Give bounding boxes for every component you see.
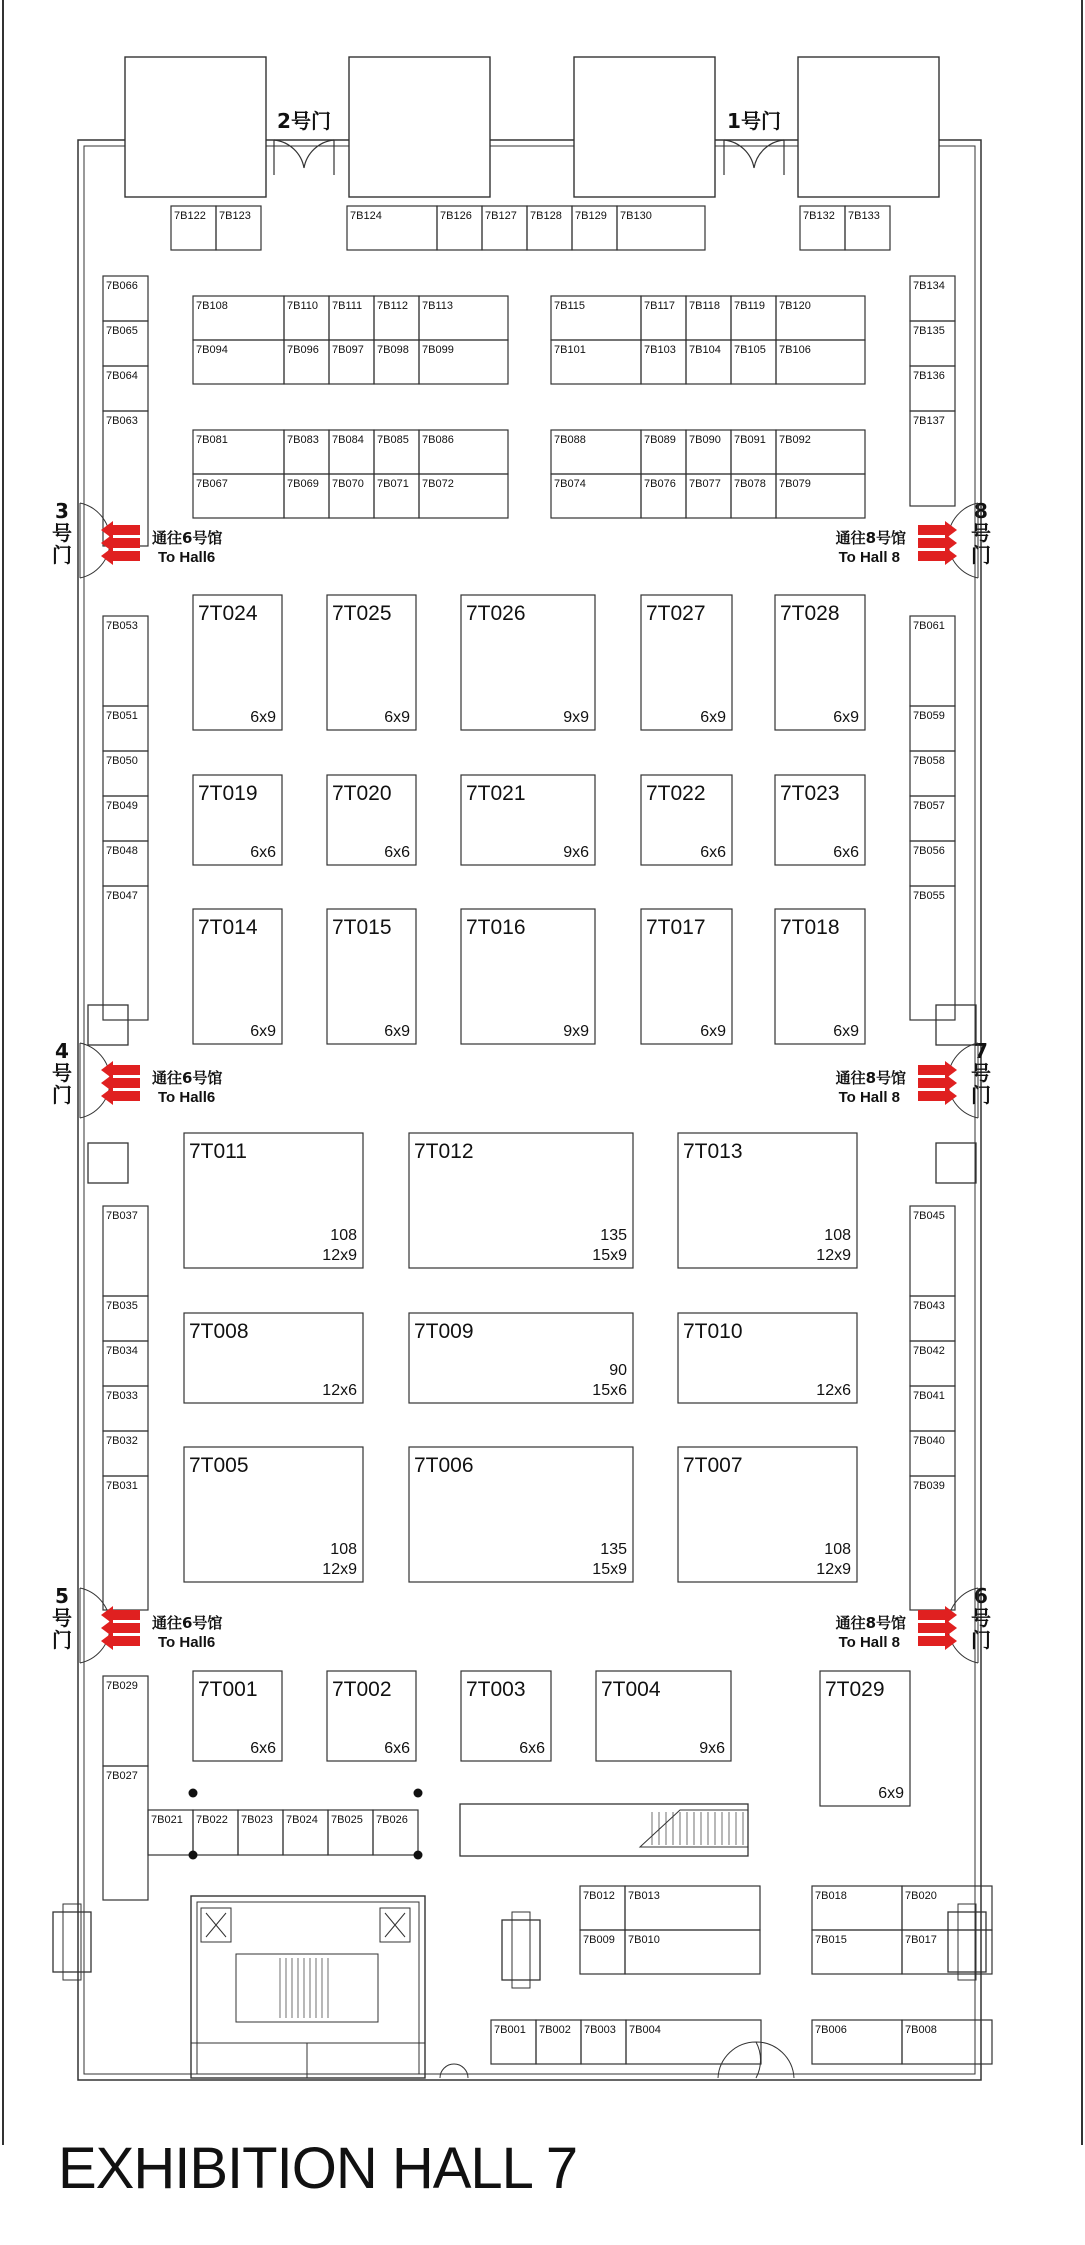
booth-label: 7B134 <box>913 280 945 292</box>
gate-label: 3 <box>55 499 69 523</box>
booth-7b039[interactable] <box>910 1476 955 1610</box>
booth-label: 7T023 <box>780 782 840 805</box>
booth-label: 7B035 <box>106 1300 138 1312</box>
escalator-area <box>460 1804 748 1856</box>
pillar-dot <box>189 1789 198 1798</box>
booth-label: 7B077 <box>689 478 721 490</box>
booth-label: 7T025 <box>332 602 392 625</box>
booth-label: 7T015 <box>332 916 392 939</box>
booth-label: 7B012 <box>583 1890 615 1902</box>
red-arrow-icon <box>918 547 957 565</box>
entrance-pavilion <box>798 57 939 197</box>
passage-label: To Hall 8 <box>838 1634 900 1651</box>
booth-label: 7B067 <box>196 478 228 490</box>
booth-label: 7B037 <box>106 1210 138 1222</box>
booth-label: 7B097 <box>332 344 364 356</box>
booth-label: 7B024 <box>286 1814 318 1826</box>
gate-label: 门 <box>971 543 991 567</box>
booth-label: 7B094 <box>196 344 228 356</box>
booth-label: 7B106 <box>779 344 811 356</box>
booth-label: 7B099 <box>422 344 454 356</box>
red-arrow-icon <box>101 1619 140 1637</box>
booth-label: 7B119 <box>734 300 765 312</box>
booth-size: 6x9 <box>250 709 276 726</box>
booth-label: 7B022 <box>196 1814 228 1826</box>
booth-label: 7B092 <box>779 434 811 446</box>
booth-label: 7B009 <box>583 1934 615 1946</box>
exit-porch-inner <box>958 1904 976 1980</box>
booth-label: 7T011 <box>189 1140 247 1163</box>
gate-label: 门 <box>52 1628 72 1652</box>
pillar-dot <box>414 1789 423 1798</box>
booth-label: 7B010 <box>628 1934 660 1946</box>
booth-label: 7B001 <box>494 2024 526 2036</box>
booth-label: 7B061 <box>913 620 945 632</box>
elevator-box <box>936 1143 976 1183</box>
booth-label: 7T018 <box>780 916 840 939</box>
booth-size: 6x9 <box>833 709 859 726</box>
booth-label: 7B089 <box>644 434 676 446</box>
booth-label: 7B065 <box>106 325 138 337</box>
booth-size: 15x6 <box>592 1382 627 1399</box>
booth-label: 7B027 <box>106 1770 138 1782</box>
booth-label: 7B135 <box>913 325 945 337</box>
booth-size: 6x9 <box>384 709 410 726</box>
booth-label: 7B069 <box>287 478 319 490</box>
booth-label: 7B064 <box>106 370 138 382</box>
booth-label: 7B072 <box>422 478 454 490</box>
booth-label: 7T002 <box>332 1678 392 1701</box>
booth-label: 7T008 <box>189 1320 249 1343</box>
gate-label: 号 <box>52 1606 72 1630</box>
gate-label: 7 <box>974 1039 988 1063</box>
booth-label: 7B110 <box>287 300 318 312</box>
booth-7b027[interactable] <box>103 1766 148 1900</box>
red-arrow-icon <box>101 1632 140 1650</box>
booth-label: 7B136 <box>913 370 945 382</box>
booth-label: 7T016 <box>466 916 526 939</box>
booth-size: 9x9 <box>563 709 589 726</box>
booth-label: 7T009 <box>414 1320 474 1343</box>
booth-size: 6x9 <box>833 1023 859 1040</box>
booth-size: 6x6 <box>250 1740 276 1757</box>
red-arrow-icon <box>101 1087 140 1105</box>
booth-label: 7T026 <box>466 602 526 625</box>
booth-label: 7T014 <box>198 916 258 939</box>
booth-area: 135 <box>600 1227 627 1244</box>
booth-label: 7T001 <box>198 1678 258 1701</box>
booth-label: 7B015 <box>815 1934 847 1946</box>
elevator-box <box>88 1143 128 1183</box>
booth-size: 12x9 <box>816 1561 851 1578</box>
booth-label: 7T028 <box>780 602 840 625</box>
booth-size: 6x6 <box>384 1740 410 1757</box>
booth-label: 7B020 <box>905 1890 937 1902</box>
passage-label: To Hall 8 <box>838 1089 900 1106</box>
booth-label: 7B118 <box>689 300 720 312</box>
booth-label: 7B098 <box>377 344 409 356</box>
booth-label: 7T006 <box>414 1454 474 1477</box>
elevator-icon <box>206 1913 226 1937</box>
booth-label: 7B096 <box>287 344 319 356</box>
stairwell <box>191 1896 425 2078</box>
booth-label: 7T012 <box>414 1140 474 1163</box>
booth-label: 7B124 <box>350 210 382 222</box>
passage-label: 通往8号馆 <box>835 1614 906 1632</box>
booth-size: 12x9 <box>322 1561 357 1578</box>
booth-label: 7B051 <box>106 710 138 722</box>
booth-label: 7B034 <box>106 1345 138 1357</box>
red-arrow-icon <box>918 1087 957 1105</box>
booth-label: 7B086 <box>422 434 454 446</box>
exit-porch <box>53 1912 91 1972</box>
pillar-dot <box>414 1851 423 1860</box>
booth-label: 7B018 <box>815 1890 847 1902</box>
booth-size: 6x6 <box>519 1740 545 1757</box>
door-swing <box>718 2042 794 2078</box>
entrance-pavilion <box>574 57 715 197</box>
booth-label: 7B103 <box>644 344 676 356</box>
booth-label: 7B033 <box>106 1390 138 1402</box>
gate-label: 5 <box>55 1584 69 1608</box>
booth-7b031[interactable] <box>103 1476 148 1610</box>
booth-label: 7T010 <box>683 1320 743 1343</box>
door-swing <box>440 2064 468 2078</box>
door-swing <box>274 140 334 175</box>
booth-area: 108 <box>330 1541 357 1558</box>
gate-label: 号 <box>971 521 991 545</box>
booth-label: 7B120 <box>779 300 811 312</box>
booth-size: 9x6 <box>699 1740 725 1757</box>
booth-label: 7B105 <box>734 344 766 356</box>
booth-label: 7B085 <box>377 434 409 446</box>
booth-label: 7B130 <box>620 210 652 222</box>
booth-label: 7B090 <box>689 434 721 446</box>
booth-label: 7T017 <box>646 916 706 939</box>
booth-label: 7B111 <box>332 300 363 312</box>
booth-label: 7T003 <box>466 1678 526 1701</box>
booth-label: 7B104 <box>689 344 721 356</box>
gate-label: 号 <box>52 1061 72 1085</box>
booth-size: 12x9 <box>322 1247 357 1264</box>
gate-label: 门 <box>52 1083 72 1107</box>
booth-label: 7B132 <box>803 210 835 222</box>
booth-label: 7T007 <box>683 1454 743 1477</box>
booth-label: 7T019 <box>198 782 258 805</box>
red-arrow-icon <box>101 534 140 552</box>
elevator-box <box>88 1005 128 1045</box>
elevator-icon <box>385 1913 405 1937</box>
hall-wall <box>78 140 981 2080</box>
gate-label: 号 <box>971 1061 991 1085</box>
booth-area: 108 <box>824 1541 851 1558</box>
passage-label: To Hall6 <box>158 1089 216 1106</box>
booth-label: 7B070 <box>332 478 364 490</box>
booth-7b055[interactable] <box>910 886 955 1020</box>
passage-label: 通往6号馆 <box>152 1069 223 1087</box>
booth-size: 6x6 <box>250 844 276 861</box>
gate-label: 号 <box>52 521 72 545</box>
booth-label: 7B050 <box>106 755 138 767</box>
booth-label: 7B081 <box>196 434 228 446</box>
booth-label: 7B049 <box>106 800 138 812</box>
booth-label: 7B053 <box>106 620 138 632</box>
booth-size: 6x6 <box>700 844 726 861</box>
booth-label: 7B127 <box>485 210 517 222</box>
exit-porch-inner <box>512 1912 530 1988</box>
booth-size: 9x6 <box>563 844 589 861</box>
booth-size: 6x9 <box>878 1785 904 1802</box>
booth-label: 7B117 <box>644 300 675 312</box>
booth-label: 7B021 <box>151 1814 183 1826</box>
red-arrow-icon <box>918 1074 957 1092</box>
booth-size: 6x9 <box>700 709 726 726</box>
booth-label: 7B101 <box>554 344 586 356</box>
booth-size: 6x6 <box>384 844 410 861</box>
gate-label: 8 <box>974 499 988 523</box>
booth-label: 7B058 <box>913 755 945 767</box>
booth-label: 7B129 <box>575 210 607 222</box>
door-swing <box>724 140 784 175</box>
passage-label: 通往8号馆 <box>835 529 906 547</box>
red-arrow-icon <box>918 1619 957 1637</box>
booth-label: 7B040 <box>913 1435 945 1447</box>
booth-label: 7B078 <box>734 478 766 490</box>
booth-label: 7B108 <box>196 300 228 312</box>
booth-label: 7T020 <box>332 782 392 805</box>
booth-label: 7B137 <box>913 415 945 427</box>
booth-label: 7T004 <box>601 1678 661 1701</box>
passage-label: 通往6号馆 <box>152 1614 223 1632</box>
booth-label: 7B026 <box>376 1814 408 1826</box>
booth-label: 7B074 <box>554 478 586 490</box>
booth-size: 9x9 <box>563 1023 589 1040</box>
red-arrow-icon <box>101 547 140 565</box>
booth-label: 7B122 <box>174 210 206 222</box>
gate-label: 4 <box>55 1039 69 1063</box>
booth-size: 12x6 <box>816 1382 851 1399</box>
booth-7b047[interactable] <box>103 886 148 1020</box>
passage-label: To Hall6 <box>158 1634 216 1651</box>
booth-label: 7B045 <box>913 1210 945 1222</box>
booth-label: 7T024 <box>198 602 258 625</box>
booth-label: 7T027 <box>646 602 706 625</box>
booth-label: 7B079 <box>779 478 811 490</box>
booth-label: 7T021 <box>466 782 526 805</box>
booth-label: 7B025 <box>331 1814 363 1826</box>
booth-label: 7B041 <box>913 1390 945 1402</box>
booth-area: 90 <box>609 1362 627 1379</box>
gate-label: 6 <box>974 1584 988 1608</box>
booth-label: 7B123 <box>219 210 251 222</box>
hall-title: EXHIBITION HALL 7 <box>58 2136 578 2201</box>
booth-label: 7T005 <box>189 1454 249 1477</box>
entrance-pavilion <box>349 57 490 197</box>
red-arrow-icon <box>918 534 957 552</box>
booth-label: 7B023 <box>241 1814 273 1826</box>
booth-label: 7B113 <box>422 300 453 312</box>
booth-label: 7B088 <box>554 434 586 446</box>
booth-size: 15x9 <box>592 1561 627 1578</box>
booth-label: 7B039 <box>913 1480 945 1492</box>
pillar-dot <box>189 1851 198 1860</box>
booth-area: 135 <box>600 1541 627 1558</box>
booth-size: 6x9 <box>384 1023 410 1040</box>
booth-size: 6x9 <box>700 1023 726 1040</box>
booth-label: 7B048 <box>106 845 138 857</box>
booth-label: 7B084 <box>332 434 364 446</box>
booth-size: 6x9 <box>250 1023 276 1040</box>
elevator-box <box>936 1005 976 1045</box>
booth-label: 7B042 <box>913 1345 945 1357</box>
passage-label: To Hall6 <box>158 549 216 566</box>
booth-label: 7B032 <box>106 1435 138 1447</box>
booth-area: 108 <box>824 1227 851 1244</box>
gate-label: 1号门 <box>727 109 781 133</box>
booth-label: 7B002 <box>539 2024 571 2036</box>
red-arrow-icon <box>918 1632 957 1650</box>
booth-size: 12x6 <box>322 1382 357 1399</box>
booth-label: 7T029 <box>825 1678 885 1701</box>
booth-label: 7B126 <box>440 210 472 222</box>
booth-label: 7B115 <box>554 300 585 312</box>
booth-label: 7B091 <box>734 434 766 446</box>
gate-label: 门 <box>971 1083 991 1107</box>
entrance-pavilion <box>125 57 266 197</box>
booth-label: 7B066 <box>106 280 138 292</box>
stair-landing <box>236 1954 378 2022</box>
booth-label: 7B063 <box>106 415 138 427</box>
booth-label: 7B008 <box>905 2024 937 2036</box>
booth-label: 7B055 <box>913 890 945 902</box>
booth-label: 7T022 <box>646 782 706 805</box>
booth-size: 12x9 <box>816 1247 851 1264</box>
booth-label: 7T013 <box>683 1140 743 1163</box>
booth-label: 7B128 <box>530 210 562 222</box>
gate-label: 2号门 <box>277 109 331 133</box>
stairwell-inner <box>197 1902 419 2074</box>
passage-label: 通往8号馆 <box>835 1069 906 1087</box>
booth-label: 7B017 <box>905 1934 937 1946</box>
booth-label: 7B029 <box>106 1680 138 1692</box>
gate-label: 门 <box>971 1628 991 1652</box>
booth-label: 7B056 <box>913 845 945 857</box>
booth-size: 6x6 <box>833 844 859 861</box>
booth-label: 7B071 <box>377 478 409 490</box>
booth-label: 7B006 <box>815 2024 847 2036</box>
booth-label: 7B083 <box>287 434 319 446</box>
booth-label: 7B004 <box>629 2024 661 2036</box>
booth-size: 15x9 <box>592 1247 627 1264</box>
booth-label: 7B133 <box>848 210 880 222</box>
booth-label: 7B059 <box>913 710 945 722</box>
gate-label: 门 <box>52 543 72 567</box>
exit-porch <box>502 1920 540 1980</box>
booth-label: 7B047 <box>106 890 138 902</box>
booth-area: 108 <box>330 1227 357 1244</box>
booth-label: 7B112 <box>377 300 408 312</box>
booth-label: 7B057 <box>913 800 945 812</box>
booth-label: 7B013 <box>628 1890 660 1902</box>
passage-label: 通往6号馆 <box>152 529 223 547</box>
red-arrow-icon <box>101 1074 140 1092</box>
gate-label: 号 <box>971 1606 991 1630</box>
booth-label: 7B003 <box>584 2024 616 2036</box>
booth-label: 7B043 <box>913 1300 945 1312</box>
passage-label: To Hall 8 <box>838 549 900 566</box>
booth-label: 7B031 <box>106 1480 138 1492</box>
booth-label: 7B076 <box>644 478 676 490</box>
